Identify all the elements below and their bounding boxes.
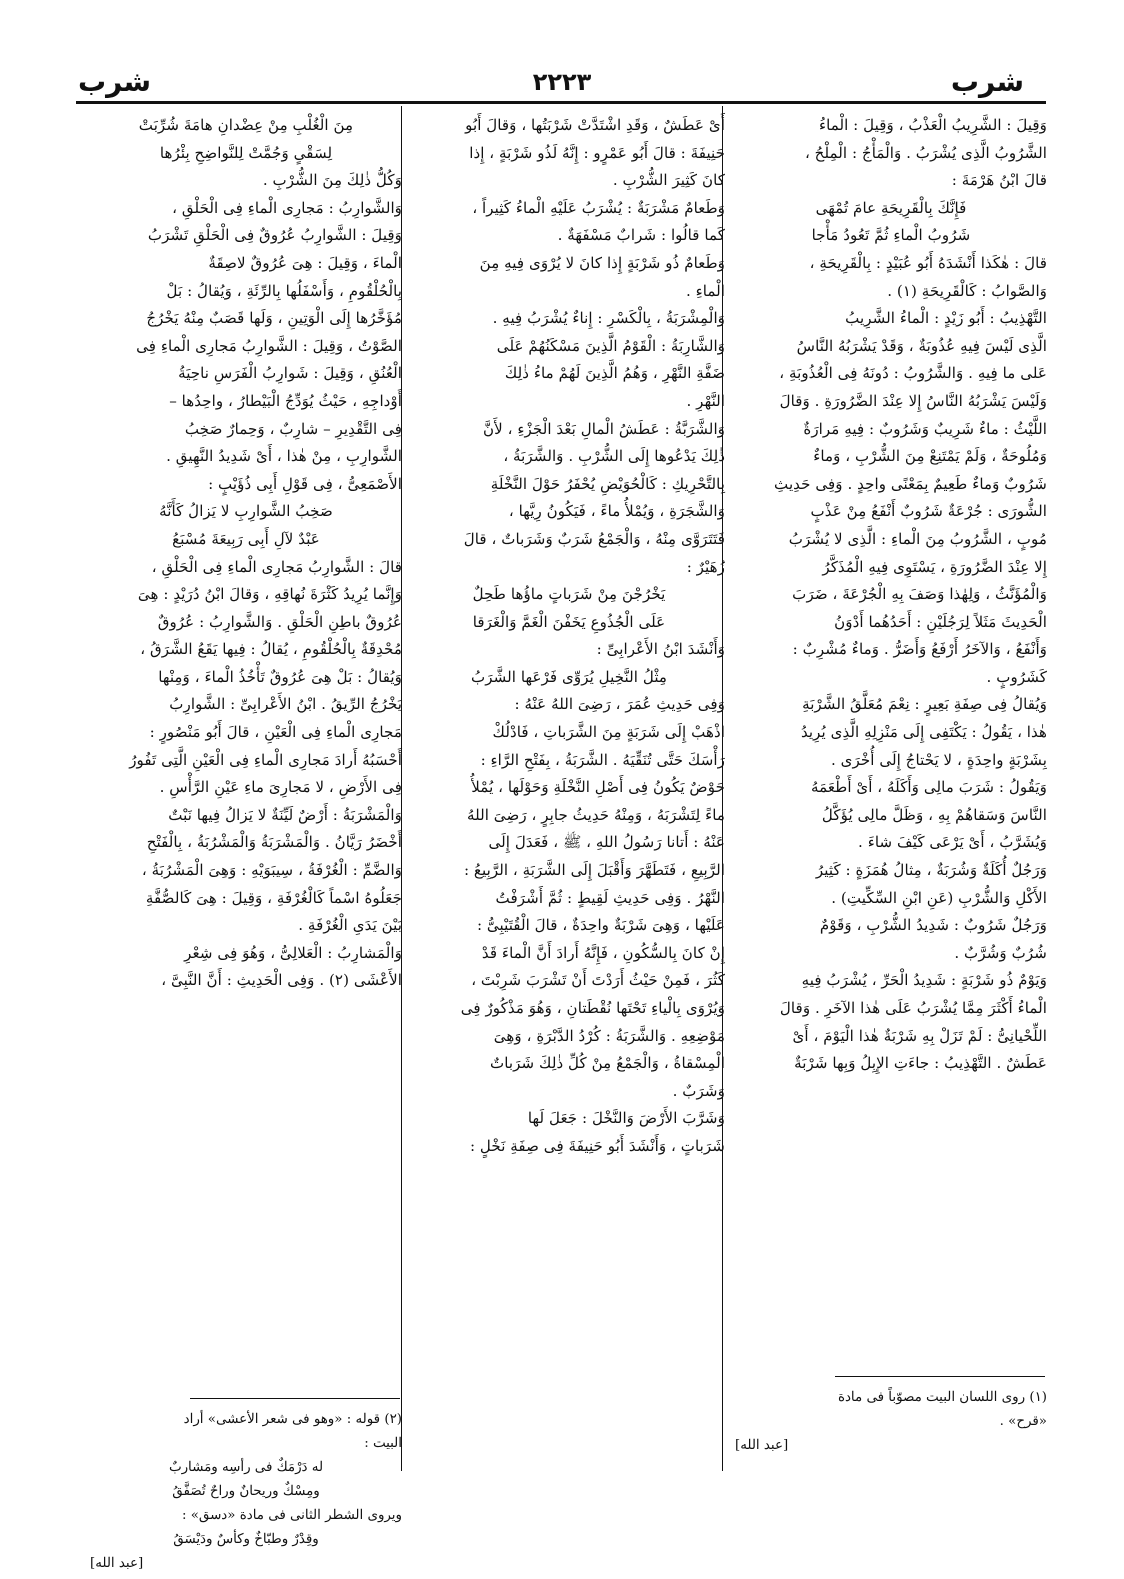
text-line: بِالتَّحْرِيكِ : كَالْحُوَيْضِ يُحْفَرُ حَوْلَ النَّخْلَةِ (490, 474, 725, 493)
text-line: التَّهْذِيبُ : أَبُو زَيْدٍ : الْماءُ الشَّرِيبُ (845, 309, 1047, 328)
text-line: شَرُوبٌ وَماءٌ طَعِيمٌ بِمَعْنًى واحِدٍ . وَفِى حَدِيثِ (774, 474, 1047, 493)
text-line: الْماءِ . (685, 281, 725, 300)
text-line: كَشَرُوبٍ . (986, 667, 1047, 686)
text-line: حَوْضٌ يَكُونُ فِى أَصْلِ النَّخْلَةِ وَحَوْلَها ، يُمْلأُ (471, 778, 725, 797)
text-line: شَرَباتٍ ، وَأَنْشَدَ أَبُو حَنِيفَةَ فِى صِفَةِ نَخْلٍ : (469, 1136, 725, 1155)
text-line: عَطَشٌ . التَّهْذِيبُ : جاءَتِ الإِبِلُ وَبِها شَرْبَةٌ (794, 1054, 1047, 1073)
text-line: حَنِيفَةَ : قالَ أَبُو عَمْرٍو : إِنَّهُ لَذُو شَرْبَةٍ ، إِذا (469, 143, 725, 162)
text-line: الأَكْلِ وَالشُّرْبِ (عَنِ ابْنِ السِّكِّيتِ) . (831, 888, 1047, 907)
verse-line: عَلَى الْجُذُوعِ يَخَفْنَ الْغَمَّ وَالْغَرَقا (472, 612, 666, 631)
footnote-verse: وقِدْرٌ وطبّاخٌ وكأسٌ ودَيْسَقُ (173, 1532, 319, 1547)
text-line: يَخْرُجُ الرِّيقُ . ابْنُ الأَعْرابِىِّ : الشَّوارِبُ (169, 695, 402, 714)
text-line: بِشَرْبَةٍ واحِدَةٍ ، لا يَحْتاجُ إِلَى أُخْرَى . (830, 750, 1047, 769)
text-line: كَثُرَ ، فَمِنْ حَيْثُ أَرَدْتَ أَنْ تَشْرَبَ شَرِبْتَ ، (471, 971, 725, 990)
verse-line: مِنَ الْغُلْبِ مِنْ عِضْدانِ هامَةَ شُرِّبَتْ (138, 116, 354, 134)
text-line: وَالْمَشْرَبَةُ : أَرْضٌ لَيِّنَةٌ لا يَزالُ فِيها نَبْتٌ (168, 805, 402, 824)
text-line: عَلى ما فِيهِ . وَالشَّرُوبُ : دُونَهُ فِى الْعُذُوبَةِ ، (779, 364, 1047, 383)
text-line: النَّهْرِ . (686, 391, 725, 410)
text-line: وَشَرَّبَ الأَرْضَ وَالنَّخْلَ : جَعَلَ لَها (527, 1109, 725, 1128)
text-line: عَلَيْها ، وَهِىَ شَرْبَةٌ واحِدَةٌ ، قالَ الْقُتَيْبِىُّ : (476, 916, 725, 935)
footnote-rule-right (835, 1376, 1045, 1377)
text-line: مُحْدِقَةٌ بِالْحُلْقُومِ ، يُقالُ : فِيها يَقَعُ الشَّرَقُ ، (140, 640, 402, 659)
text-line: ماءً لِتَشْرَبَهُ ، وَمِنْهُ حَدِيثُ جابِرٍ ، رَضِىَ اللهُ (466, 805, 725, 824)
footnote-right (735, 1386, 1047, 1458)
column-middle (413, 112, 725, 1161)
text-line: وَرَجُلٌ أُكَلَةٌ وَشُرَبَةٌ ، مِثالُ هُمَزَةٍ : كَثِيرُ (815, 861, 1047, 880)
text-line: وَلَيْسَ يَشْرَبُهُ النَّاسُ إِلا عِنْدَ الضَّرُورَةِ . وَقالَ (779, 391, 1047, 410)
footnote-verse: له دَرْمَكٌ فى رأسِه ومَشاربٌ (168, 1460, 324, 1475)
text-line: فَتَتَرَوَّى مِنْهُ ، وَالْجَمْعُ شَرَبٌ وَشَرَباتٌ ، قالَ (463, 529, 725, 548)
verse-line: صَخِبُ الشَّوارِبِ لا يَزالُ كَأَنَّهُ (159, 502, 333, 521)
text-line: الشُّورَى : جُرْعَةٌ شَرُوبٌ أَنْفَعُ مِنْ عَذْبٍ (810, 502, 1047, 521)
text-line: إِنْ كانَ بِالسُّكُونِ ، فَإِنَّهُ أَرادَ أَنَّ الْماءَ قَدْ (481, 943, 725, 962)
text-line: وَالْمَشارِبُ : الْعَلالِىُّ ، وَهُوَ فِى شِعْرِ (184, 943, 402, 962)
verse-line: لِسَقْىٍ وَجُمَّتْ لِلنَّواضِحِ بِئْرُها (159, 143, 333, 162)
footnote-line: (١) روى اللسان البيت مصوّباً فى مادة (837, 1390, 1047, 1405)
text-line: وَالشَّرَبَّةُ : عَطَشُ الْمالِ بَعْدَ الْجَزْءِ ، لأَنَّ (483, 419, 725, 438)
text-line: مُؤَخَّرُها إِلَى الْوَتِينِ ، وَلَها قَصَبٌ مِنْهُ يَخْرُجُ (146, 309, 402, 328)
text-line: ذٰلِكَ يَدْعُوها إِلَى الشُّرْبِ . وَالشَّرَبَةُ ، (503, 447, 725, 466)
text-line: زُهَيْرٌ : (686, 557, 725, 576)
footnote-signature: [عبد الله] (90, 1556, 144, 1571)
footnote-line: «قرح» . (999, 1414, 1047, 1429)
footnote-verse: ومِسْكٌ وريحانٌ وراحٌ تُصَفَّقُ (172, 1484, 320, 1499)
text-line: وَيَوْمٌ ذُو شَرْبَةٍ : شَدِيدُ الْحَرِّ ، يُشْرَبُ فِيهِ (801, 971, 1047, 990)
headword-right: شرب (950, 65, 1024, 98)
footnote-line: ويروى الشطر الثانى فى مادة «دسق» : (181, 1508, 402, 1523)
text-line: اللِّحْيانِىُّ : لَمْ تَزَلْ بِهِ شَرْبَةٌ هٰذا الْيَوْمَ ، أَىْ (792, 1026, 1047, 1045)
text-line: وَقِيلَ : الشَّوارِبُ عُرُوقٌ فِى الْحَلْقِ تَشْرَبُ (147, 226, 402, 245)
text-line: الْماءُ أَكْثَرَ مِمَّا يُشْرَبُ عَلَى هٰذا الآخَرِ . وَقالَ (779, 999, 1047, 1017)
text-line: الْحَدِيثَ مَثَلاً لِرَجُلَيْنِ : أَحَدُهُما أَدْوَنُ (834, 612, 1047, 631)
text-line: وَفِى حَدِيثِ عُمَرَ ، رَضِىَ اللهُ عَنْهُ : (514, 695, 725, 714)
verse-line: فَإِنَّكَ بِالْقَرِيحَةِ عامَ تُمْهَى (815, 198, 967, 217)
text-line: أَخْضَرُ رَيَّانُ . وَالْمَشْرَبَةُ وَالْمَشْرُبَةُ ، بِالْفَتْحِ (146, 833, 402, 852)
text-line: شُرُبٌ وَشُرَّبٌ . (954, 943, 1047, 962)
text-line: كانَ كَثِيرَ الشُّرْبِ . (612, 171, 725, 190)
text-line: رَأْسَكَ حَتَّى تُنَقِّيَهُ . الشَّرَبَةُ ، بِفَتْحِ الرَّاءِ : (480, 750, 725, 769)
text-line: النَّهْرُ . وَفِى حَدِيثِ لَقِيطٍ : ثُمَّ أَشْرَفْتُ (495, 888, 725, 907)
text-line: بِالْحُلْقُومِ ، وَأَسْفَلُها بِالرِّئَةِ ، وَيُقالُ : بَلْ (166, 281, 402, 300)
text-line: وَالْمُؤَنَّثُ ، وَلِهٰذا وَصَفَ بِهِ الْجُرْعَةَ ، ضَرَبَ (792, 585, 1047, 604)
text-line: وَالشَّجَرَةِ ، وَيُمْلأُ ماءً ، فَيَكُونُ رِيَّها ، (508, 502, 725, 521)
text-line: وَالشَّوارِبُ : مَجارِى الْماءِ فِى الْحَلْقِ ، (172, 198, 402, 217)
text-line: وَطَعامٌ مَشْرَبَةٌ : يُشْرَبُ عَلَيْهِ الْماءُ كَثِيراً ، (472, 198, 725, 217)
text-line: الَّذِى لَيْسَ فِيهِ عُذُوبَةٌ ، وَقَدْ يَشْرَبُهُ النَّاسُ (796, 336, 1047, 355)
text-line: اللَّيْثُ : ماءٌ شَرِيبٌ وَشَرُوبٌ : فِيهِ مَرارَةٌ (803, 419, 1047, 438)
text-line: قالَ ابْنُ هَرْمَةَ : (951, 171, 1047, 190)
text-line: وَيُقالُ فِى صِفَةِ بَعِيرٍ : نِعْمَ مُعَلَّقُ الشَّرْبَةِ (802, 695, 1047, 714)
text-line: اذْهَبْ إِلَى شَرَبَةٍ مِنَ الشَّرَباتِ ، فَادْلُكْ (492, 723, 725, 742)
verse-line: يَخْرُجْنَ مِنْ شَرَباتٍ ماؤُها طَحِلٌ (472, 585, 666, 604)
text-line: عُرُوقٌ باطِنِ الْحَلْقِ . وَالشَّوارِبُ : عُرُوقٌ (157, 612, 402, 631)
text-line: أَحْسَبُهُ أَرادَ مَجارِى الْماءِ فِى الْعَيْنِ الَّتِى تَفُورُ (129, 750, 402, 769)
text-line: أَوْداجِهِ ، حَيْثُ يُوَدِّجُ الْبَيْطارُ ، واحِدُها – (169, 391, 402, 410)
text-line: وَيُرْوَى بِالْياءِ تَحْتَها نُقْطَتانِ ، وَهُوَ مَذْكُورٌ فِى (460, 999, 725, 1017)
column-right (735, 112, 1047, 1078)
text-line: عَنْهُ : أَتانا رَسُولُ اللهِ ، ﷺ ، فَعَدَلَ إِلَى (488, 833, 725, 852)
text-line: فِى الأَرْضِ ، لا مَجارِىَ ماءِ عَيْنِ الرَّأْسِ . (159, 778, 402, 797)
text-line: وَإِنَّما يُرِيدُ كَثْرَةَ نُهاقِهِ ، وَقالَ ابْنُ دُرَيْدٍ : هِىَ (137, 585, 402, 604)
text-line: وَشَرَبٌ . (672, 1081, 725, 1100)
text-line: أَىْ عَطَشٌ ، وَقَدِ اشْتَدَّتْ شَرْبَتُها ، وَقالَ أَبُو (465, 116, 725, 134)
text-line: مَوْضِعِهِ . وَالشَّرَبَةُ : كُرْدُ الدَّبْرَةِ ، وَهِىَ (493, 1026, 725, 1045)
text-line: وَيُقالُ : بَلْ هِىَ عُرُوقٌ تَأْخُذُ الْماءَ ، وَمِنْها (158, 667, 402, 686)
page-number: ٢٢٢٣ (532, 68, 592, 96)
footnote-left (90, 1408, 402, 1576)
footnote-signature: [عبد الله] (735, 1438, 789, 1453)
footnote-line: (٢) قوله : «وهو فى شعر الأعشى» أراد (183, 1412, 402, 1427)
text-line: وَكُلُّ ذٰلِكَ مِنَ الشُّرْبِ . (262, 171, 402, 190)
text-line: وَرَجُلٌ شَرُوبٌ : شَدِيدُ الشُّرْبِ ، وَقَوْمٌ (819, 916, 1047, 935)
text-line: وَقِيلَ : الشَّرِيبُ الْعَذْبُ ، وَقِيلَ : الْماءُ (818, 116, 1047, 134)
text-line: بَيْنَ يَدَىِ الْغُرْفَةِ . (298, 916, 402, 935)
footnote-line: البيت : (364, 1436, 402, 1451)
text-line: هٰذا ، يَقُولُ : يَكْتَفِى إِلَى مَنْزِلِهِ الَّذِى يُرِيدُ (800, 723, 1047, 742)
text-line: فِى التَّقْدِيرِ – شارِبٌ ، وَحِمارٌ صَخِبُ (184, 419, 402, 438)
text-line: إِلا عِنْدَ الضَّرُورَةِ ، يَسْتَوِى فِيهِ الْمُذَكَّرُ (822, 557, 1047, 576)
text-line: مُوبٍ ، الشَّرُوبُ مِنَ الْماءِ : الَّذِى لا يُشْرَبُ (788, 529, 1047, 548)
text-line: النَّاسَ وَسَقاهُمْ بِهِ ، وَظَلَّ مالِى يُؤَكَّلُ (821, 805, 1047, 824)
text-line: الشَّوارِبِ ، مِنْ هٰذا ، أَىْ شَدِيدُ النَّهِيقِ . (166, 447, 402, 466)
text-line: وَطَعامٌ ذُو شَرْبَةٍ إِذا كانَ لا يُرْوَى فِيهِ مِنَ (479, 253, 725, 272)
text-line: الأَعْشَى (٢) . وَفِى الْحَدِيثِ : أَنَّ النَّبِىَّ ، (161, 971, 402, 990)
text-line: وَيُشَرَّبُ ، أَىْ يَرْعَى كَيْفَ شاءَ . (858, 833, 1047, 852)
text-line: مَجارِى الْماءِ فِى الْعَيْنِ ، قالَ أَبُو مَنْصُورٍ : (149, 723, 402, 742)
text-line: الأَصْمَعِىُّ ، فِى قَوْلِ أَبِى ذُؤَيْبٍ : (208, 474, 402, 493)
text-line: الْمِسْقاةُ ، وَالْجَمْعُ مِنْ كُلِّ ذٰلِكَ شَرَباتٌ (489, 1054, 725, 1073)
text-line: الْماءَ ، وَقِيلَ : هِىَ عُرُوقٌ لاصِقَةٌ (208, 253, 402, 272)
text-line: وَأَنْفَعُ ، وَالآخَرُ أَرْفَعُ وَأَضَرُّ . وَماءٌ مُشْرِبٌ : (792, 640, 1047, 659)
text-line: وَالشَّارِبَةُ : الْقَوْمُ الَّذِينَ مَسْكَنُهُمْ عَلَى (496, 336, 725, 355)
verse-line: شَرُوبُ الْماءِ ثُمَّ تَعُودُ مَأْجا (811, 226, 971, 245)
text-line: وَالصَّوابُ : كَالْقَرِيحَةِ (١) . (887, 281, 1047, 300)
column-left (90, 112, 402, 995)
text-line: الْعُنُقِ ، وَقِيلَ : شَوارِبُ الْفَرَسِ ناحِيَةُ (178, 364, 402, 383)
text-line: وَالضَّمِّ : الْغُرْفَةُ ، سِيبَوَيْهِ : وَهِىَ الْمَشْرُبَةُ ، (141, 861, 402, 880)
text-line: قالَ : الشَّوارِبُ مَجارِى الْماءِ فِى الْحَلْقِ ، (151, 557, 402, 576)
text-line: وَأَنْشَدَ ابْنُ الأَعْرابِىِّ : (596, 640, 725, 659)
text-line: الصَّوْتُ ، وَقِيلَ : الشَّوارِبُ مَجارِى الْماءِ فِى (136, 336, 402, 355)
text-line: وَالْمِشْرَبَةُ ، بِالْكَسْرِ : إِناءٌ يُشْرَبُ فِيهِ . (492, 309, 725, 328)
header-rule (76, 101, 1046, 104)
footnote-rule-left (190, 1398, 400, 1399)
verse-line: مِثْلُ النَّخِيلِ يُرَوِّى فَرْعَها الشَّرَبُ (470, 667, 668, 686)
text-line: جَعَلُوهُ اسْماً كَالْغُرْفَةِ ، وَقِيلَ : هِىَ كَالصُّفَّةِ (145, 888, 402, 907)
text-line: الشَّرُوبُ الَّذِى يُشْرَبُ . وَالْمَأْجُ : الْمِلْحُ ، (804, 143, 1047, 162)
text-line: الرَّبِيعِ ، فَتَطَهَّرَ وَأَقْبَلَ إِلَى الشَّرَبَةِ ، الرَّبِيعُ : (463, 861, 725, 880)
text-line: وَيَقُولُ : شَرَبَ مالِى وَأَكَلَهُ ، أَىْ أَطْعَمَهُ (810, 778, 1047, 797)
headword-left: شرب (78, 65, 152, 98)
text-line: ضَفَّةِ النَّهْرِ ، وَهُمُ الَّذِينَ لَهُمْ ماءُ ذٰلِكَ (504, 364, 725, 383)
text-line: قالَ : هٰكَذا أَنْشَدَهُ أَبُو عُبَيْدٍ : بِالْقَرِيحَةِ ، (809, 253, 1047, 272)
verse-line: عَبْدٌ لآلِ أَبِى رَبِيعَةَ مُسْبَعُ (172, 529, 320, 548)
text-line: وَمُلُوحَةٌ ، وَلَمْ يَمْتَنِعْ مِنَ الشُّرْبِ ، وَماءٌ (813, 447, 1047, 466)
text-line: كَما قالُوا : شَرابٌ مَسْفَهَةٌ . (557, 226, 725, 245)
